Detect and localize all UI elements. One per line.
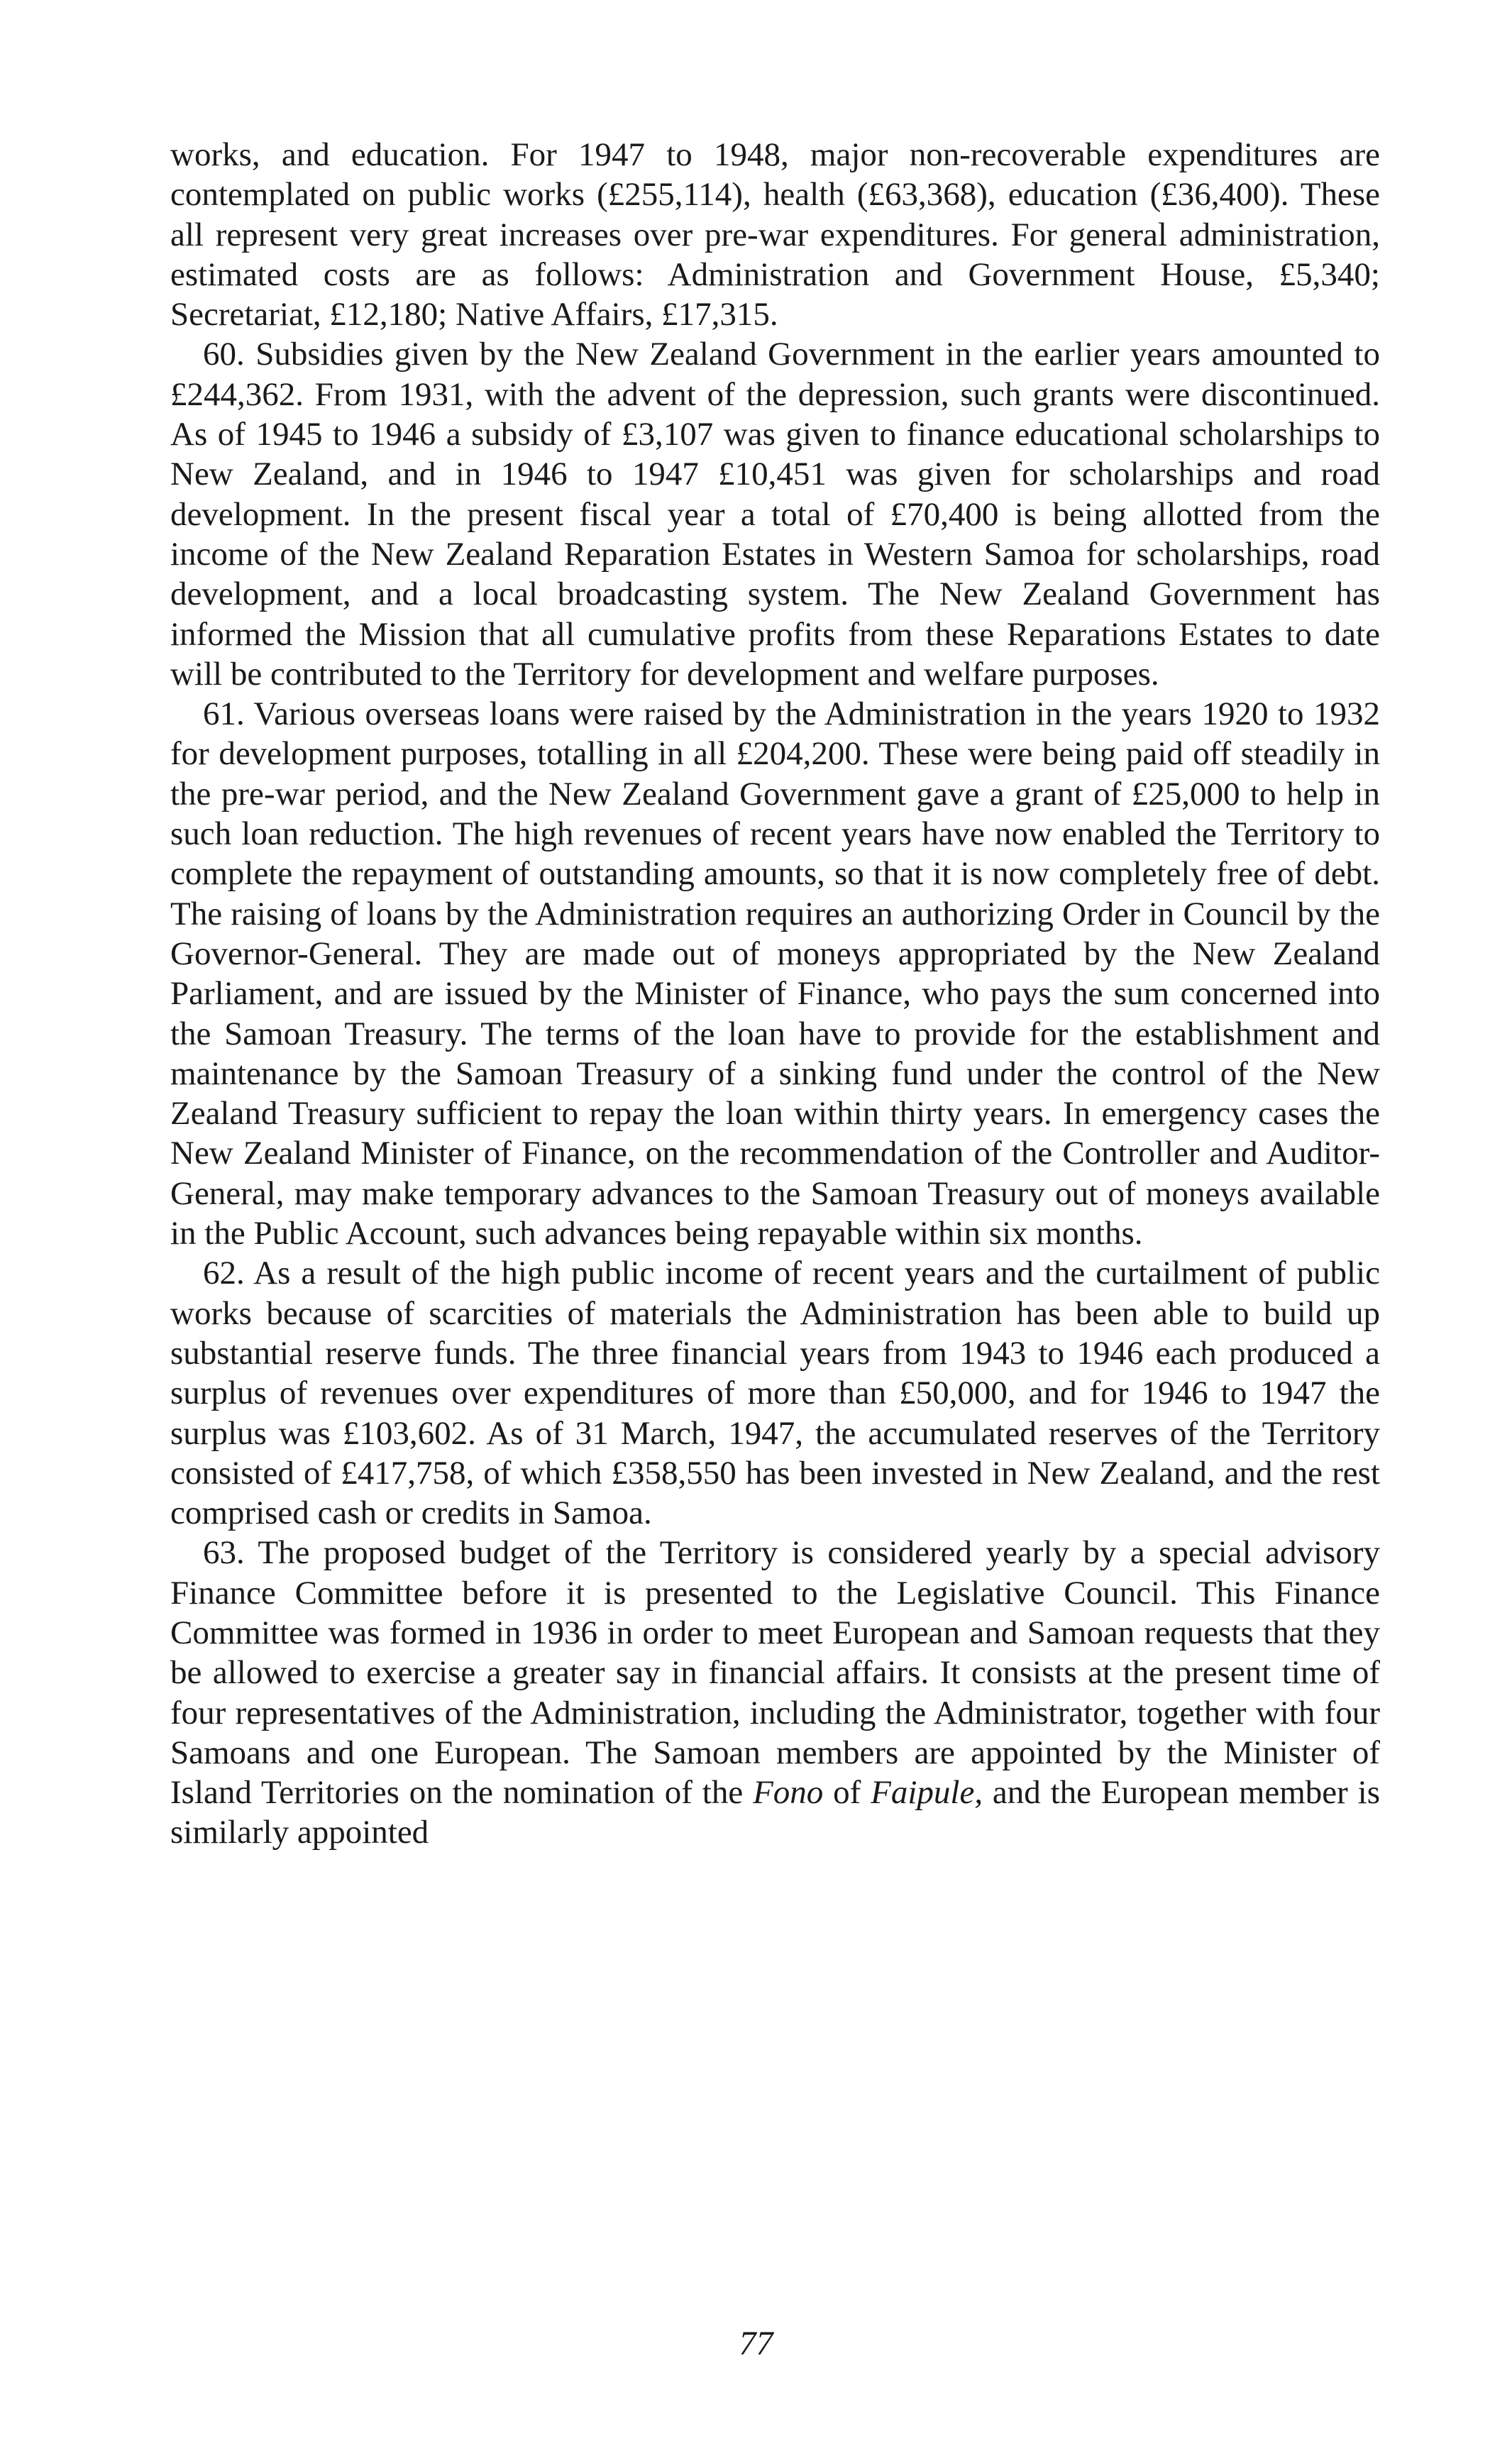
paragraph-61: 61. Various overseas loans were raised by the Administration in the years 1920 to 1932 for development purposes, totalling in all £204,200. These were being paid off steadily in the pre-war period, and the New Zealand Government gave a grant of £25,000 to help in such loan reduction. The high revenues of recent years have now enabled the Territory to complete the repayment of outstanding amounts, so that it is now completely free of debt. The raising of loans by the Administration requires an authorizing Order in Council by the Governor-General. They are made out of moneys appropriated by the New Zealand Parliament, and are issued by the Minister of Finance, who pays the sum concerned into the Samoan Treasury. The terms of the loan have to provide for the establishment and maintenance by the Samoan Treasury of a sinking fund under the control of the New Zealand Treasury sufficient to repay the loan within thirty years. In emergency cases the New Zealand Minister of Finance, on the recommendation of the Controller and Auditor-General, may make temporary advances to the Samoan Treasury out of moneys available in the Public Account, such advances being repayable within six months. xyxy=(170,695,1380,1252)
fono-term: Fono xyxy=(753,1774,824,1812)
faipule-term: Faipule, xyxy=(871,1774,983,1812)
paragraph-continued: works, and education. For 1947 to 1948, major non-recoverable expenditures are contemplated on public works (£255,114), health (£63,368), education (£36,400). These all represent very great increases over pre-war expenditures. For general administration, estimated costs are as follows: Administration and Government House, £5,340; Secretariat, £12,180; Native Affairs, £17,315. xyxy=(170,136,1380,334)
paragraph-63 xyxy=(170,1533,1380,1852)
page-number: 77 xyxy=(739,2325,773,2362)
paragraph-63-of: of xyxy=(823,1774,871,1812)
paragraph-63-ending: and the European member is similarly appointed xyxy=(170,1774,1380,1851)
paragraph-60: 60. Subsidies given by the New Zealand Government in the earlier years amounted to £244,362. From 1931, with the advent of the depression, such grants were discontinued. As of 1945 to 1946 a subsidy of £3,107 was given to finance educational scholarships to New Zealand, and in 1946 to 1947 £10,451 was given for scholarships and road development. In the present fiscal year a total of £70,400 is being allotted from the income of the New Zealand Reparation Estates in Western Samoa for scholarships, road development, and a local broadcasting system. The New Zealand Government has informed the Mission that all cumulative profits from these Reparations Estates to date will be contributed to the Territory for development and welfare purposes. xyxy=(170,336,1380,693)
paragraph-62: 62. As a result of the high public income of recent years and the curtailment of public works because of scarcities of materials the Administration has been able to build up substantial reserve funds. The three financial years from 1943 to 1946 each produced a surplus of revenues over expenditures of more than £50,000, and for 1946 to 1947 the surplus was £103,602. As of 31 March, 1947, the accumulated reserves of the Territory consisted of £417,758, of which £358,550 has been invested in New Zealand, and the rest comprised cash or credits in Samoa. xyxy=(170,1255,1380,1532)
document-body xyxy=(170,135,1380,1853)
paragraph-63-text: 63. The proposed budget of the Territory is considered yearly by a special advisory Finance Committee before it is presented to the Legislative Council. This Finance Committee was formed in 1936 in order to meet European and Samoan requests that they be allowed to exercise a greater say in financial affairs. It consists at the present time of four representatives of the Administration, including the Administrator, together with four Samoans and one European. The Samoan members are appointed by the Minister of Island Territories on the nomination of the xyxy=(170,1534,1380,1812)
